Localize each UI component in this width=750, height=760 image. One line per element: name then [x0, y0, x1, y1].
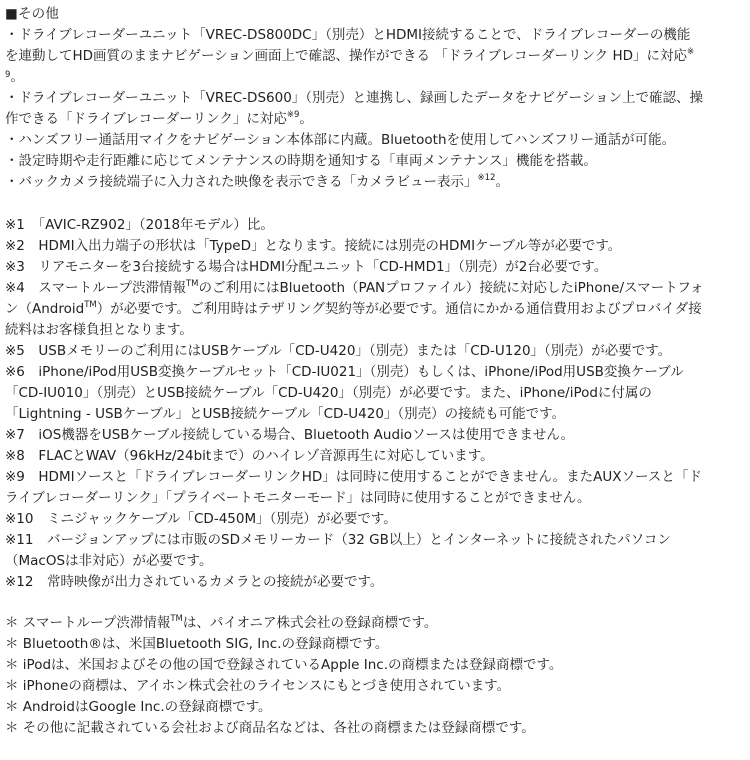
footnote-4-continued	[5, 299, 745, 320]
trademark-list	[5, 613, 745, 739]
footnote-4-continued: 続料はお客様負担となります。	[5, 322, 193, 338]
footnote-12: ※12 常時映像が出力されているカメラとの接続が必要です。	[5, 574, 384, 590]
trademark-notice: ＊ iPodは、米国およびその他の国で登録されているApple Inc.の商標または登録商標です。	[5, 657, 563, 673]
feature-item-continued	[5, 109, 745, 130]
footnote-11: ※11 バージョンアップには市販のSDメモリーカード（32 GB以上）とインターネットに接続されたパソコン	[5, 532, 671, 548]
trademark-notice: ＊ その他に記載されている会社および商品名などは、各社の商標または登録商標です。	[5, 720, 535, 736]
footnote-ref: 9	[5, 70, 11, 80]
spacer	[5, 193, 745, 215]
footnote-4	[5, 278, 745, 299]
feature-text: 作できる「ドライブレコーダーリンク」に対応	[5, 111, 287, 127]
feature-text: ・バックカメラ接続端子に入力された映像を表示できる「カメラビュー表示」	[5, 174, 478, 190]
footnote-6-continued: 「CD-IU010」（別売）とUSB接続ケーブル「CD-U420」（別売）が必要です。また、iPhone/iPodに付属の	[5, 385, 652, 401]
footnote-text: ※4 スマートループ渋滞情報	[5, 280, 186, 296]
feature-item	[5, 172, 745, 193]
trademark-notice: ＊ iPhoneの商標は、アイホン株式会社のライセンスにもとづき使用されています。	[5, 678, 511, 694]
trademark-notice	[5, 613, 745, 634]
spacer	[5, 593, 745, 613]
footnote-1: ※1 「AVIC-RZ902」（2018年モデル）比。	[5, 217, 274, 233]
feature-text: ・ドライブレコーダーユニット「VREC-DS600」（別売）と連携し、録画したデータをナビゲーション上で確認、操	[5, 90, 703, 106]
feature-text: ・設定時期や走行距離に応じてメンテナンスの時期を通知する「車両メンテナンス」機能を搭載。	[5, 153, 597, 169]
trademark-mark: TM	[185, 279, 199, 289]
footnote-ref: ※12	[477, 173, 496, 183]
footnote-9-continued: ライブレコーダーリンク」「プライベートモニターモード」は同時に使用することができません。	[5, 490, 591, 506]
feature-item	[5, 151, 745, 172]
footnote-2: ※2 HDMI入出力端子の形状は「TypeD」となります。接続には別売のHDMIケーブル等が必要です。	[5, 238, 622, 254]
feature-list	[5, 25, 745, 193]
feature-item	[5, 25, 745, 46]
feature-text: ・ハンズフリー通話用マイクをナビゲーション本体部に内蔵。Bluetoothを使用してハンズフリー通話が可能。	[5, 132, 676, 148]
feature-text: 。	[299, 111, 313, 127]
section-heading: ■その他	[5, 6, 60, 22]
feature-text: 。	[10, 69, 24, 85]
footnote-6: ※6 iPhone/iPod用USB変換ケーブルセット「CD-IU021」（別売）もしくは、iPhone/iPod用USB変換ケーブル	[5, 364, 684, 380]
feature-text: を連動してHD画質のままナビゲーション画面上で確認、操作ができる 「ドライブレコーダーリンク HD」に対応	[5, 48, 688, 64]
footnote-10: ※10 ミニジャックケーブル「CD-450M」（別売）が必要です。	[5, 511, 397, 527]
feature-item-continued	[5, 46, 745, 67]
trademark-text: は、パイオニア株式会社の登録商標です。	[182, 615, 438, 631]
footnote-ref: ※	[687, 47, 695, 57]
footnote-ref: ※9	[286, 110, 300, 120]
footnote-7: ※7 iOS機器をUSBケーブル接続している場合、Bluetooth Audioソースは使用できません。	[5, 427, 575, 443]
feature-item-continued	[5, 67, 745, 88]
feature-text: 。	[495, 174, 509, 190]
trademark-text: ＊ スマートループ渋滞情報	[5, 615, 171, 631]
footnote-text: のご利用にはBluetooth（PANプロファイル）接続に対応したiPhone/スマートフォ	[198, 280, 704, 296]
feature-text: ・ドライブレコーダーユニット「VREC-DS800DC」（別売）とHDMI接続することで、ドライブレコーダーの機能	[5, 27, 691, 43]
footnote-text: ）が必要です。ご利用時はテザリング契約等が必要です。通信にかかる通信費用およびプロバイダ接	[96, 301, 702, 317]
footnote-5: ※5 USBメモリーのご利用にはUSBケーブル「CD-U420」（別売）または「CD-U120」（別売）が必要です。	[5, 343, 672, 359]
trademark-mark: TM	[84, 300, 97, 310]
feature-item	[5, 130, 745, 151]
footnote-6-continued: 「Lightning - USBケーブル」とUSB接続ケーブル「CD-U420」（別売）の接続も可能です。	[5, 406, 566, 422]
footnote-3: ※3 リアモニターを3台接続する場合はHDMI分配ユニット「CD-HMD1」（別売）が2台必要です。	[5, 259, 608, 275]
footnote-8: ※8 FLACとWAV（96kHz/24bitまで）のハイレゾ音源再生に対応しています。	[5, 448, 494, 464]
feature-item	[5, 88, 745, 109]
trademark-mark: TM	[170, 614, 183, 624]
footnote-11-continued: （MacOSは非対応）が必要です。	[5, 553, 213, 569]
trademark-notice: ＊ Bluetooth®は、米国Bluetooth SIG, Inc.の登録商標です。	[5, 636, 389, 652]
footnote-text: ン（Android	[5, 301, 85, 317]
footnote-9: ※9 HDMIソースと「ドライブレコーダーリンクHD」は同時に使用することができません。またAUXソースと「ド	[5, 469, 702, 485]
trademark-notice: ＊ AndroidはGoogle Inc.の登録商標です。	[5, 699, 272, 715]
footnote-list	[5, 215, 745, 593]
